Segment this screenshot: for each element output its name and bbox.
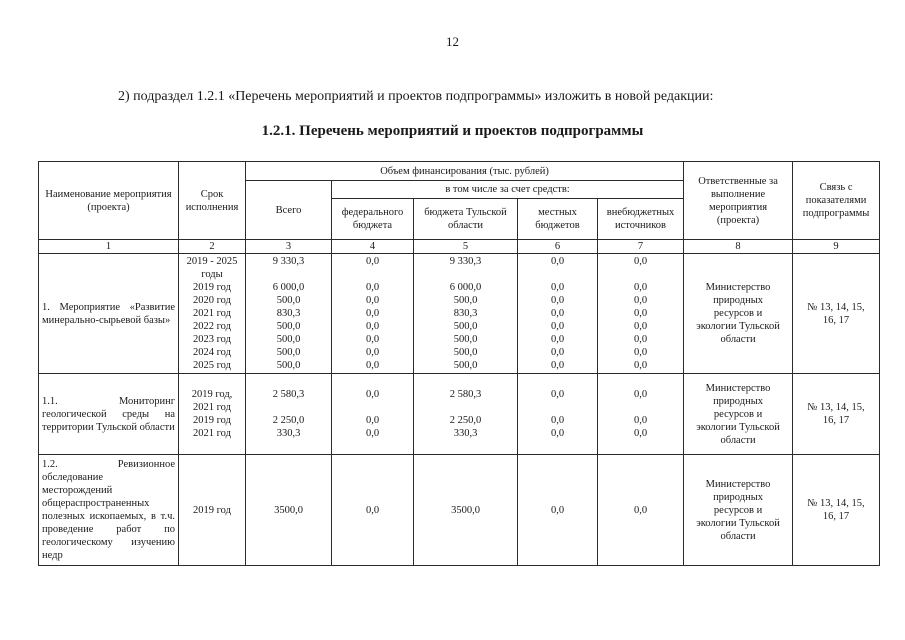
page-number: 12 — [446, 34, 459, 49]
local-budget-cell — [518, 374, 598, 455]
cell-line: 0,0 — [550, 360, 565, 371]
cell-line: 2023 год — [193, 334, 231, 345]
cell-line: 0,0 — [550, 428, 565, 439]
cell-line: 2020 год — [193, 295, 231, 306]
indicator-link-cell — [793, 455, 880, 566]
cell-line: 2021 год — [193, 402, 231, 413]
cell-line: 2022 год — [193, 321, 231, 332]
cell-line: 2 250,0 — [272, 415, 305, 426]
cell-line — [521, 268, 594, 281]
cell-line: 0,0 — [633, 389, 648, 400]
cell-line: природных — [713, 395, 764, 407]
cell-line: 0,0 — [550, 321, 565, 332]
cell-line: 0,0 — [633, 334, 648, 345]
header-federal: федерального бюджета — [332, 199, 414, 240]
cell-line: 500,0 — [453, 347, 478, 358]
local-budget-cell — [518, 254, 598, 374]
table-row — [39, 254, 880, 374]
cell-line — [417, 268, 514, 281]
extrabudget-cell — [598, 455, 684, 566]
cell-line: экологии Тульской — [696, 517, 780, 529]
cell-line: 2019 год — [193, 282, 231, 293]
column-number: 2 — [179, 240, 246, 254]
column-number: 1 — [39, 240, 179, 254]
cell-line: 500,0 — [276, 295, 301, 306]
indicator-link-cell — [793, 254, 880, 374]
cell-line: 0,0 — [365, 256, 380, 267]
cell-line: 0,0 — [633, 504, 648, 516]
cell-line: 330,3 — [453, 428, 478, 439]
cell-line: ресурсов и — [713, 408, 763, 420]
cell-line — [249, 401, 328, 414]
activities-table — [38, 161, 880, 566]
cell-line: 2019 - 2025 — [186, 256, 238, 267]
cell-line: 16, 17 — [822, 415, 850, 426]
cell-line: 0,0 — [633, 428, 648, 439]
cell-line: 9 330,3 — [449, 256, 482, 267]
cell-line: 330,3 — [276, 428, 301, 439]
amendment-text: 2) подраздел 1.2.1 «Перечень мероприятий и проектов подпрограммы» изложить в новой редакции: — [118, 89, 714, 104]
cell-line: 2025 год — [193, 360, 231, 371]
regional-budget-cell — [414, 374, 518, 455]
cell-line: 0,0 — [550, 504, 565, 516]
column-number: 8 — [684, 240, 793, 254]
cell-line: 0,0 — [550, 308, 565, 319]
term-cell — [179, 254, 246, 374]
cell-line: № 13, 14, 15, — [807, 301, 865, 313]
cell-line: № 13, 14, 15, — [807, 402, 865, 413]
cell-line: 500,0 — [453, 360, 478, 371]
cell-line: природных — [713, 295, 764, 306]
header-total: Всего — [246, 181, 332, 240]
cell-line: 16, 17 — [822, 314, 850, 326]
cell-line: 2021 год — [193, 308, 231, 319]
cell-line: 0,0 — [633, 415, 648, 426]
federal-budget-cell — [332, 254, 414, 374]
cell-line: 500,0 — [276, 321, 301, 332]
cell-line: области — [720, 434, 756, 446]
column-number: 6 — [518, 240, 598, 254]
cell-line: ресурсов и — [713, 308, 763, 319]
cell-line: 2024 год — [193, 347, 231, 358]
activity-name-cell: 1.2. Ревизионное обследование месторождений общераспространенных полезных ископаемых, в т.ч. проведение работ по геологическому изучению недр — [39, 455, 179, 566]
table-row — [39, 374, 880, 455]
term-cell — [179, 455, 246, 566]
cell-line: ресурсов и — [713, 504, 763, 516]
cell-line: Министерство — [705, 382, 771, 394]
cell-line: 3500,0 — [451, 504, 480, 516]
cell-line: 0,0 — [365, 360, 380, 371]
cell-line: 0,0 — [365, 308, 380, 319]
cell-line — [521, 401, 594, 414]
column-number: 7 — [598, 240, 684, 254]
cell-line: 2 580,3 — [272, 389, 305, 400]
header-funding: Объем финансирования (тыс. рублей) — [246, 162, 684, 181]
cell-line: 2 250,0 — [449, 415, 482, 426]
cell-line: 6 000,0 — [272, 282, 305, 293]
cell-line: 2019 год — [193, 504, 231, 516]
cell-line: 0,0 — [633, 321, 648, 332]
cell-line: 830,3 — [276, 308, 301, 319]
cell-line: 0,0 — [550, 295, 565, 306]
table-row — [39, 455, 880, 566]
indicator-link-cell — [793, 374, 880, 455]
cell-line: 2021 год — [193, 428, 231, 439]
cell-line: 830,3 — [453, 308, 478, 319]
cell-line: 0,0 — [365, 321, 380, 332]
cell-line: 0,0 — [365, 389, 380, 400]
cell-line: экологии Тульской — [696, 321, 780, 332]
cell-line — [601, 401, 680, 414]
cell-line: 0,0 — [365, 295, 380, 306]
cell-line: 0,0 — [633, 295, 648, 306]
cell-line: 500,0 — [276, 334, 301, 345]
cell-line: 9 330,3 — [272, 256, 305, 267]
cell-line: экологии Тульской — [696, 421, 780, 433]
cell-line: 2019 год — [193, 415, 231, 426]
cell-line: природных — [713, 491, 764, 503]
cell-line: 0,0 — [550, 256, 565, 267]
header-extrabudget: внебюджетных источников — [598, 199, 684, 240]
responsible-cell — [684, 455, 793, 566]
cell-line: 16, 17 — [822, 511, 850, 522]
cell-line: 6 000,0 — [449, 282, 482, 293]
header-name: Наименование мероприятия (проекта) — [39, 162, 179, 240]
cell-line: 500,0 — [276, 360, 301, 371]
federal-budget-cell — [332, 455, 414, 566]
header-local: местных бюджетов — [518, 199, 598, 240]
regional-budget-cell — [414, 254, 518, 374]
cell-line: 0,0 — [633, 308, 648, 319]
local-budget-cell — [518, 455, 598, 566]
cell-line — [249, 268, 328, 281]
cell-line: 2019 год, — [191, 389, 233, 400]
total-cell — [246, 254, 332, 374]
cell-line: области — [720, 334, 756, 345]
cell-line: 0,0 — [550, 334, 565, 345]
column-number: 5 — [414, 240, 518, 254]
cell-line: 0,0 — [365, 504, 380, 516]
cell-line: годы — [201, 269, 223, 280]
cell-line: 500,0 — [276, 347, 301, 358]
cell-line: 0,0 — [365, 347, 380, 358]
cell-line: 0,0 — [550, 389, 565, 400]
cell-line: 0,0 — [550, 282, 565, 293]
cell-line: 0,0 — [550, 347, 565, 358]
extrabudget-cell — [598, 374, 684, 455]
total-cell — [246, 374, 332, 455]
cell-line: 0,0 — [365, 282, 380, 293]
cell-line: № 13, 14, 15, — [807, 498, 865, 509]
header-regional: бюджета Тульской области — [414, 199, 518, 240]
cell-line: 0,0 — [633, 256, 648, 267]
cell-line: Министерство — [705, 282, 771, 293]
cell-line: 500,0 — [453, 295, 478, 306]
regional-budget-cell — [414, 455, 518, 566]
header-responsible: Ответственные за выполнение мероприятия (проекта) — [684, 162, 793, 240]
column-number: 3 — [246, 240, 332, 254]
total-cell — [246, 455, 332, 566]
header-link: Связь с показателями подпрограммы — [793, 162, 880, 240]
header-term: Срок исполнения — [179, 162, 246, 240]
extrabudget-cell — [598, 254, 684, 374]
cell-line: 0,0 — [633, 282, 648, 293]
cell-line: области — [720, 530, 756, 542]
cell-line: 0,0 — [365, 415, 380, 426]
cell-line: 500,0 — [453, 321, 478, 332]
column-numbers-row — [39, 240, 880, 254]
cell-line — [335, 401, 410, 414]
cell-line — [601, 268, 680, 281]
federal-budget-cell — [332, 374, 414, 455]
cell-line: 0,0 — [550, 415, 565, 426]
section-title: 1.2.1. Перечень мероприятий и проектов подпрограммы — [261, 123, 644, 139]
responsible-cell — [684, 374, 793, 455]
responsible-cell — [684, 254, 793, 374]
cell-line: 0,0 — [633, 360, 648, 371]
cell-line: 0,0 — [365, 334, 380, 345]
header-including: в том числе за счет средств: — [332, 181, 684, 199]
activity-name-cell: 1. Мероприятие «Развитие минерально-сырьевой базы» — [39, 254, 179, 374]
cell-line: 2 580,3 — [449, 389, 482, 400]
cell-line — [417, 401, 514, 414]
cell-line: 0,0 — [365, 428, 380, 439]
term-cell — [179, 374, 246, 455]
cell-line: 500,0 — [453, 334, 478, 345]
activity-name-cell: 1.1. Мониторинг геологической среды на территории Тульской области — [39, 374, 179, 455]
column-number: 4 — [332, 240, 414, 254]
cell-line: Министерство — [705, 478, 771, 490]
cell-line: 3500,0 — [274, 504, 303, 516]
cell-line — [335, 268, 410, 281]
cell-line: 0,0 — [633, 347, 648, 358]
column-number: 9 — [793, 240, 880, 254]
